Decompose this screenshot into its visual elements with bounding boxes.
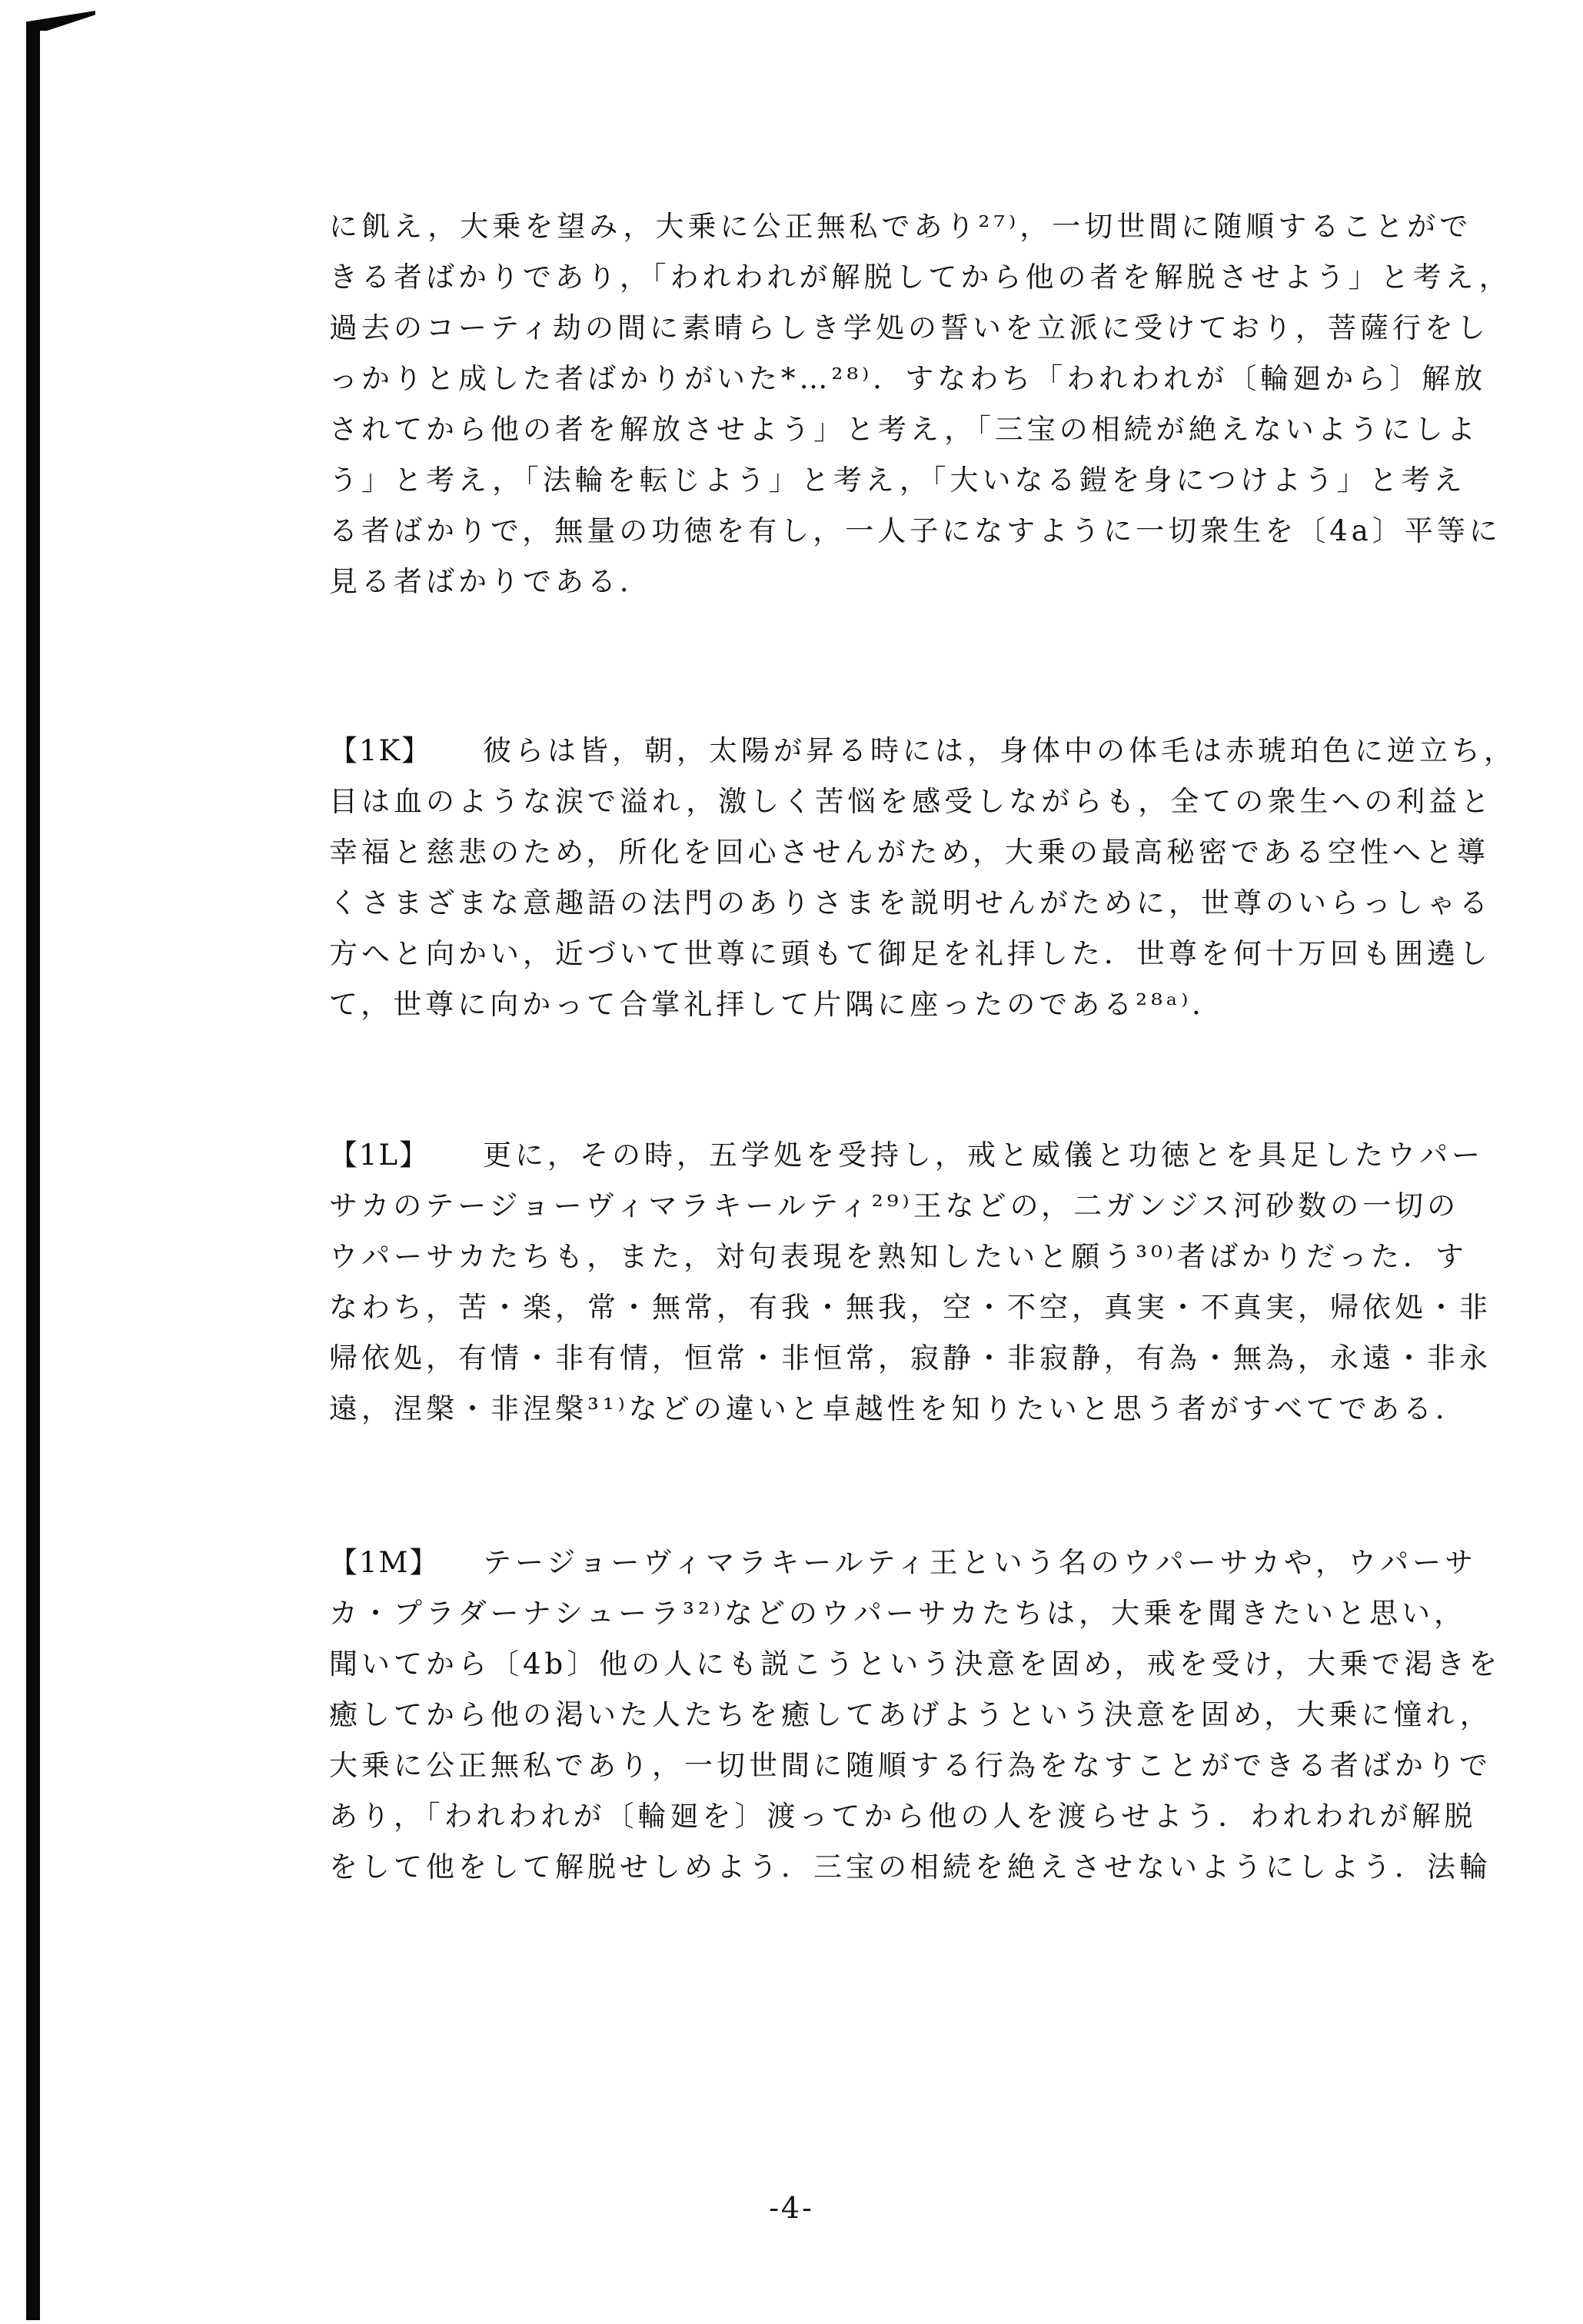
text-line: 聞いてから〔4b〕他の人にも説こうという決意を固め，戒を受け，大乗で渇きを bbox=[329, 1647, 1502, 1681]
paragraph-1l bbox=[329, 1130, 1528, 1435]
text-line: 過去のコーティ劫の間に素晴らしき学処の誓いを立派に受けており，菩薩行をし bbox=[329, 311, 1490, 344]
text-line: 帰依処，有情・非有情，恒常・非恒常，寂静・非寂静，有為・無為，永遠・非永 bbox=[329, 1342, 1492, 1375]
text-line: 見る者ばかりである． bbox=[329, 565, 652, 598]
section-tag: 【1K】 bbox=[329, 734, 432, 767]
section-tag: 【1M】 bbox=[329, 1546, 440, 1579]
section-tag: 【1L】 bbox=[329, 1139, 430, 1172]
paragraph-1k bbox=[329, 726, 1528, 1030]
text-line: きる者ばかりであり，「われわれが解脱してから他の者を解脱させよう」と考え， bbox=[329, 261, 1511, 294]
text-line: 遠，涅槃・非涅槃³¹⁾などの違いと卓越性を知りたいと思う者がすべてである． bbox=[329, 1392, 1468, 1425]
text-line bbox=[329, 1130, 1528, 1181]
text-line: くさまざまな意趣語の法門のありさまを説明せんがために，世尊のいらっしゃる bbox=[329, 886, 1492, 919]
text-line: をして他をして解脱せしめよう．三宝の相続を絶えさせないようにしよう．法輪 bbox=[329, 1850, 1492, 1883]
text-line: されてから他の者を解放させよう」と考え，「三宝の相続が絶えないようにしよ bbox=[329, 413, 1479, 446]
page-number: -4- bbox=[769, 2191, 814, 2225]
scan-binding-edge bbox=[26, 22, 40, 2320]
text-line: なわち，苦・楽，常・無常，有我・無我，空・不空，真実・不真実，帰依処・非 bbox=[329, 1291, 1492, 1324]
text-line: 目は血のような涙で溢れ，激しく苦悩を感受しながらも，全ての衆生への利益と bbox=[329, 785, 1494, 818]
text-line bbox=[329, 1538, 1528, 1588]
text-line: に飢え，大乗を望み，大乗に公正無私であり²⁷⁾，一切世間に随順することがで bbox=[329, 210, 1472, 243]
text-line: っかりと成した者ばかりがいた*…²⁸⁾．すなわち「われわれが〔輪廻から〕解放 bbox=[329, 362, 1487, 395]
text-line: あり，「われわれが〔輪廻を〕渡ってから他の人を渡らせよう．われわれが解脱 bbox=[329, 1800, 1477, 1833]
text-line: 方へと向かい，近づいて世尊に頭もて御足を礼拝した．世尊を何十万回も囲遶し bbox=[329, 937, 1492, 970]
text-line: て，世尊に向かって合掌礼拝して片隅に座ったのである²⁸ᵃ⁾． bbox=[329, 988, 1225, 1021]
text-line-content: テージョーヴィマラキールティ王という名のウパーサカや，ウパーサ bbox=[483, 1546, 1478, 1579]
text-line bbox=[329, 726, 1528, 776]
text-line: 癒してから他の渇いた人たちを癒してあげようという決意を固め，大乗に憧れ， bbox=[329, 1698, 1492, 1731]
text-line: カ・プラダーナシューラ³²⁾などのウパーサカたちは，大乗を聞きたいと思い， bbox=[329, 1597, 1467, 1630]
text-line: サカのテージョーヴィマラキールティ²⁹⁾王などの，二ガンジス河砂数の一切の bbox=[329, 1189, 1460, 1222]
text-line-content: 更に，その時，五学処を受持し，戒と威儀と功徳とを具足したウパー bbox=[483, 1139, 1484, 1172]
text-line: る者ばかりで，無量の功徳を有し，一人子になすように一切衆生を〔4a〕平等に bbox=[329, 514, 1502, 547]
text-line: ウパーサカたちも，また，対句表現を熟知したいと願う³⁰⁾者ばかりだった．す bbox=[329, 1240, 1468, 1273]
text-line: う」と考え，「法輪を転じよう」と考え，「大いなる鎧を身につけよう」と考え bbox=[329, 464, 1466, 497]
text-line: 幸福と慈悲のため，所化を回心させんがため，大乗の最高秘密である空性へと導 bbox=[329, 836, 1490, 869]
paragraph-continuation bbox=[329, 201, 1528, 607]
text-line-content: 彼らは皆，朝，太陽が昇る時には，身体中の体毛は赤琥珀色に逆立ち， bbox=[483, 734, 1516, 767]
text-line: 大乗に公正無私であり，一切世間に随順する行為をなすことができる者ばかりで bbox=[329, 1749, 1492, 1782]
paragraph-1m bbox=[329, 1538, 1528, 1893]
